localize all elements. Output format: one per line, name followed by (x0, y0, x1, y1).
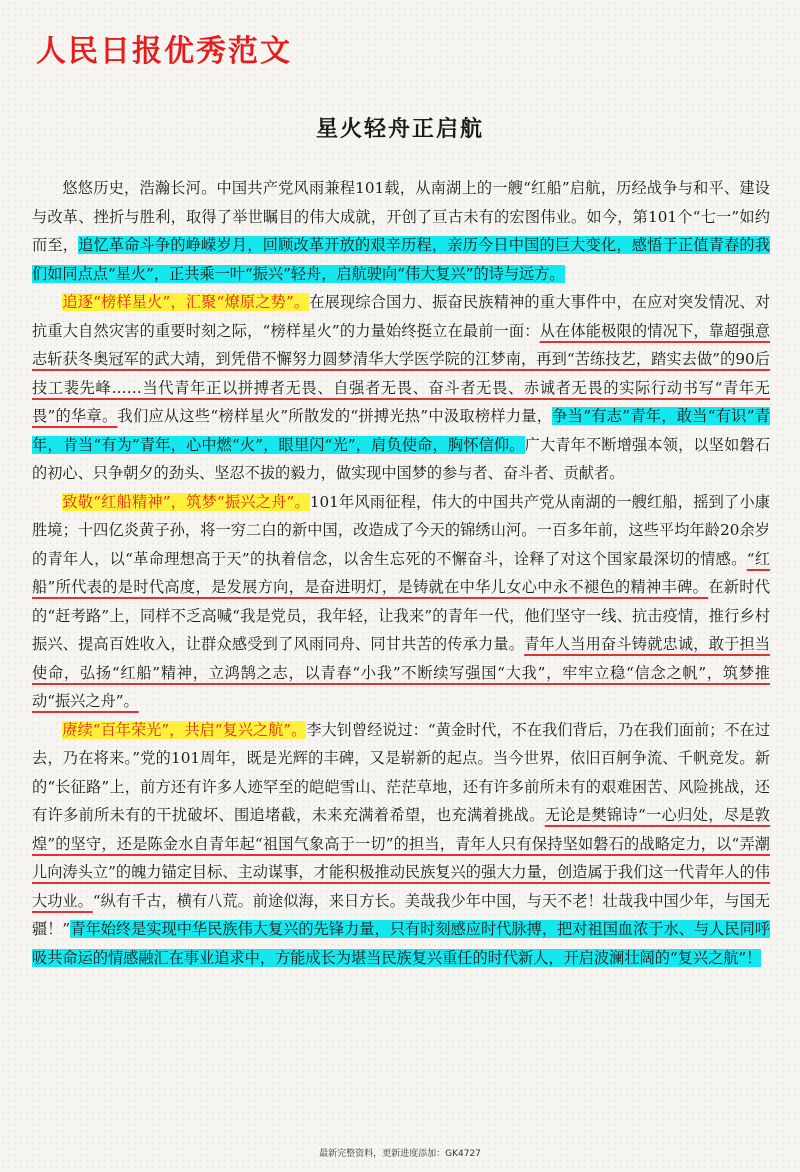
red-boat-text: 101年风雨征程，伟大的中国共产党从南湖的一艘红船，摇到了小康胜境；十四亿炎黄子孙，将一穷二白的新中国，改造成了今天的锦绣山河。一百多年前，这些平均年龄20余岁的青年人，以“革命理想高于天”的执着信念，以舍生忘死的不懈奋斗，诠释了对这个国家最深切的情感。 (32, 492, 770, 568)
site-brand-title: 人民日报优秀范文 (36, 34, 292, 69)
section-heading-revival: 赓续“百年荣光”，共启“复兴之航”。 (62, 720, 307, 739)
section-heading-role-models: 追逐“榜样星火”，汇聚“燎原之势”。 (62, 293, 310, 311)
role-models-text-3: 广大青年不断增强本领，以坚如磐石的初心、只争朝夕的劲头、坚忍不拔的毅力，做实现中国梦的参与者、奋斗者、贡献者。 (32, 435, 771, 482)
intro-text: 悠悠历史，浩瀚长河。中国共产党风雨兼程101载，从南湖上的一艘“红船”启航，历经战争与和平、建设与改革、挫折与胜利，取得了举世瞩目的伟大成就，开创了亘古未有的宏图伟业。如今，第101个“七一”如约而至， (32, 179, 770, 254)
red-boat-text-2: 在新时代的“赶考路”上，同样不乏高喊“我是党员，我年轻，让我来”的青年一代，他们坚守一线、抗击疫情，推行乡村振兴、提高百姓收入，让群众感受到了风雨同舟、同甘共苦的传承力量。 (32, 578, 771, 653)
revival-text: 李大钊曾经说过：“黄金时代，不在我们背后，乃在我们面前；不在过去，乃在将来。”党的101周年，既是光辉的丰碑，又是崭新的起点。当今世界，依旧百舸争流、千帆竞发。新的“长征路”上，前方还有许多人迹罕至的皑皑雪山、茫茫草地，还有许多前所未有的艰难困苦、风险挑战，还有许多前所未有的干扰破坏、围追堵截，未来充满着希望，也充满着挑战。 (32, 720, 771, 824)
red-boat-underlined-2: 青年人当用奋斗铸就忠诚，敢于担当使命，弘扬“红船”精神，立鸿鹄之志，以青春“小我”不断续写强国“大我”，牢牢立稳“信念之帆”，筑梦推动“振兴之舟”。 (32, 635, 771, 710)
footer-note: 最新完整资料，更新进度添加：GK4727 (319, 1149, 481, 1159)
red-boat-underlined: “红船”所代表的是时代高度，是发展方向，是奋进明灯，是铸就在中华儿女心中永不褪色的精神丰碑。 (32, 549, 771, 596)
role-models-examples-underlined: 从在体能极限的情况下，靠超强意志斩获冬奥冠军的武大靖，到凭借不懈努力圆梦清华大学医学院的江梦南，再到“苦练技艺，踏实去做”的90后技工裴先峰……当代青年正以拼搏者无畏、自强者无畏、奋斗者无畏、赤诚者无畏的实际行动书写“青年无畏”的华章。 (32, 321, 771, 425)
paragraph-role-models (32, 288, 770, 488)
intro-highlight: 追忆革命斗争的峥嵘岁月，回顾改革开放的艰辛历程，亲历今日中国的巨大变化，感悟于正值青春的我们如同点点“星火”，正共乘一叶“振兴”轻舟，启航驶向“伟大复兴”的诗与远方。 (32, 236, 771, 283)
article-body (32, 174, 770, 972)
role-models-highlight: 争当“有志”青年，敢当“有识”青年，肯当“有为”青年，心中燃“火”，眼里闪“光”，肩负使命，胸怀信仰。 (32, 407, 771, 454)
role-models-text-2: 我们应从这些“榜样星火”所散发的“拼搏光热”中汲取榜样力量， (117, 407, 553, 425)
paragraph-intro (32, 174, 770, 288)
article-title: 星火轻舟正启航 (315, 116, 484, 142)
section-heading-red-boat: 致敬“红船精神”，筑梦“振兴之舟”。 (62, 492, 310, 511)
revival-highlight: 青年始终是实现中华民族伟大复兴的先锋力量，只有时刻感应时代脉搏，把对祖国血浓于水、与人民同呼吸共命运的情感融汇在事业追求中，方能成长为堪当民族复兴重任的时代新人，开启波澜壮阔的“复兴之航”！ (32, 920, 771, 967)
revival-underlined: 无论是樊锦诗“一心归处，尽是敦煌”的坚守，还是陈金水自青年起“祖国气象高于一切”的担当，青年人只有保持坚如磐石的战略定力，以“弄潮儿向涛头立”的魄力锚定目标、主动谋事，才能积极推动民族复兴的强大力量，创造属于我们这一代青年人的伟大功业。 (32, 806, 770, 910)
paragraph-revival (32, 716, 770, 973)
role-models-text: 在展现综合国力、振奋民族精神的重大事件中，在应对突发情况、对抗重大自然灾害的重要时刻之际，“榜样星火”的力量始终挺立在最前一面： (32, 293, 771, 340)
revival-quote: “纵有千古，横有八荒。前途似海，来日方长。美哉我少年中国，与天不老！壮哉我中国少年，与国无疆！” (32, 891, 771, 938)
paragraph-red-boat (32, 488, 770, 716)
